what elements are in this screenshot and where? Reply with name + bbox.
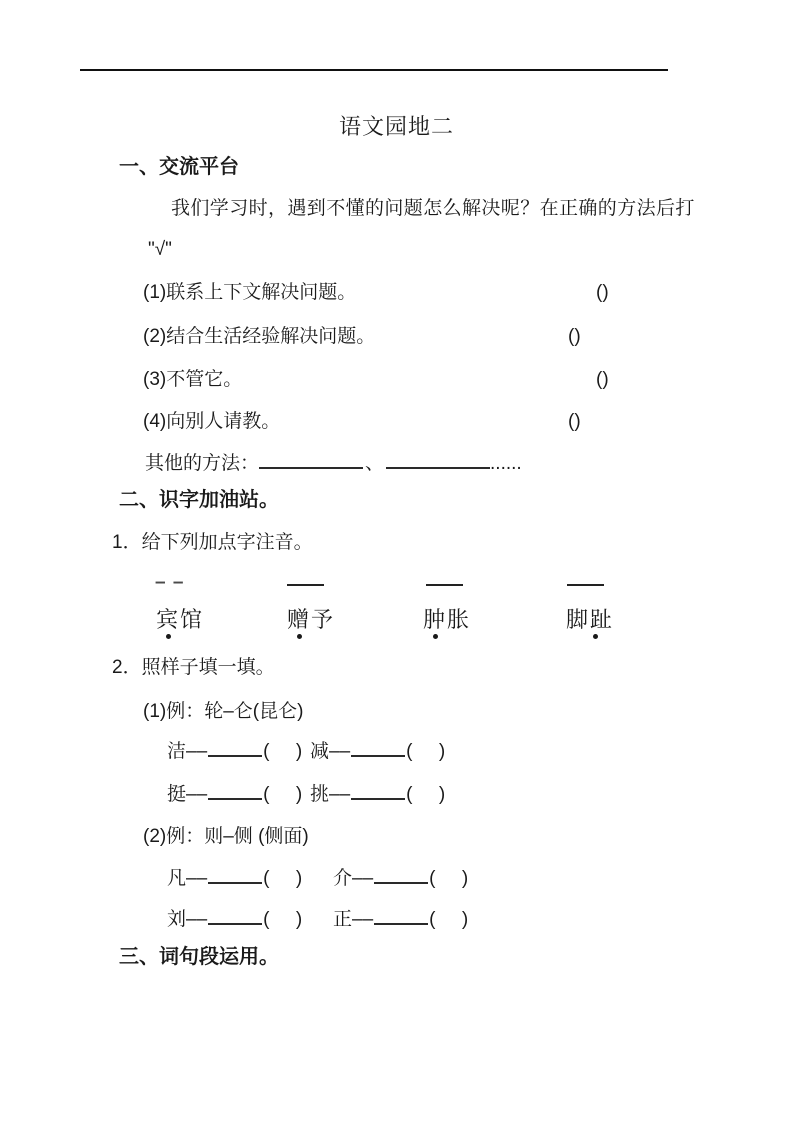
- answer-parens: ( ): [406, 741, 446, 762]
- double-dash: ––: [186, 909, 208, 930]
- fill-item-tiao: [310, 780, 445, 807]
- answer-parens: ( ): [263, 741, 303, 762]
- fill-char: 凡: [167, 868, 187, 889]
- blank-line: [351, 737, 405, 757]
- fill-item-fan: [167, 864, 302, 891]
- header-rule: [80, 69, 668, 71]
- other-methods-label: 其他的方法：: [145, 453, 260, 474]
- option-3-text: (3)不管它。: [143, 369, 243, 390]
- question-1-label: 1．给下列加点字注音。: [112, 532, 313, 553]
- fill-char: 正: [333, 909, 353, 930]
- double-dash: ––: [186, 784, 208, 805]
- other-methods-line: [145, 449, 522, 476]
- example-2: (2)例：则–侧 (侧面): [143, 826, 309, 847]
- word-zhongzhang: 肿胀: [423, 607, 472, 632]
- blank-line: [259, 449, 363, 469]
- fill-item-ting: [167, 780, 302, 807]
- fill-char: 介: [333, 868, 353, 889]
- pinyin-blank-line: [426, 584, 463, 586]
- double-dash: ––: [186, 868, 208, 889]
- option-4-text: (4)向别人请教。: [143, 411, 281, 432]
- pinyin-blank-line: [567, 584, 604, 586]
- blank-line: [208, 864, 262, 884]
- option-1-text: (1)联系上下文解决问题。: [143, 282, 357, 303]
- blank-line: [208, 780, 262, 800]
- blank-line: [386, 449, 490, 469]
- intro-text-line-2: "√": [148, 239, 172, 260]
- example-1: (1)例：轮–仑(昆仑): [143, 701, 304, 722]
- fill-item-liu: [167, 905, 302, 932]
- blank-line: [374, 905, 428, 925]
- fill-char: 挺: [167, 784, 187, 805]
- blank-line: [208, 905, 262, 925]
- section-3-heading: 三、词句段运用。: [119, 946, 279, 968]
- blank-line: [374, 864, 428, 884]
- answer-parens: ( ): [263, 909, 303, 930]
- blank-line: [208, 737, 262, 757]
- blank-line: [351, 780, 405, 800]
- emphasis-dot: [166, 634, 171, 639]
- answer-parens: ( ): [263, 784, 303, 805]
- option-2-answer-parens: (): [568, 326, 581, 347]
- fill-item-jie: [167, 737, 302, 764]
- double-dash: ––: [352, 868, 374, 889]
- fill-char: 挑: [310, 784, 330, 805]
- option-4-answer-parens: (): [568, 411, 581, 432]
- answer-parens: ( ): [429, 909, 469, 930]
- section-2-heading: 二、识字加油站。: [119, 489, 279, 511]
- double-dash: ––: [329, 784, 351, 805]
- emphasis-dot: [433, 634, 438, 639]
- ellipsis: ......: [490, 453, 522, 474]
- intro-text-line-1: 我们学习时，遇到不懂的问题怎么解决呢？在正确的方法后打: [171, 198, 695, 219]
- fill-item-jian: [310, 737, 445, 764]
- option-3-answer-parens: (): [596, 369, 609, 390]
- page-title: 语文园地二: [338, 114, 454, 139]
- emphasis-dot: [297, 634, 302, 639]
- word-zengyu: 赠予: [287, 607, 336, 632]
- pinyin-blank-line: [287, 584, 324, 586]
- question-2-label: 2．照样子填一填。: [112, 657, 275, 678]
- enumeration-comma: 、: [365, 453, 385, 474]
- option-1-answer-parens: (): [596, 282, 609, 303]
- pinyin-blank-dashes: – –: [155, 572, 185, 593]
- fill-item-jie2: [333, 864, 468, 891]
- fill-char: 洁: [167, 741, 187, 762]
- answer-parens: ( ): [406, 784, 446, 805]
- answer-parens: ( ): [263, 868, 303, 889]
- double-dash: ––: [186, 741, 208, 762]
- option-2-text: (2)结合生活经验解决问题。: [143, 326, 376, 347]
- section-1-heading: 一、交流平台: [119, 156, 239, 178]
- fill-item-zheng: [333, 905, 468, 932]
- emphasis-dot: [593, 634, 598, 639]
- fill-char: 减: [310, 741, 330, 762]
- double-dash: ––: [329, 741, 351, 762]
- word-binguan: 宾馆: [156, 607, 205, 632]
- double-dash: ––: [352, 909, 374, 930]
- answer-parens: ( ): [429, 868, 469, 889]
- word-jiaozhi: 脚趾: [566, 607, 615, 632]
- fill-char: 刘: [167, 909, 187, 930]
